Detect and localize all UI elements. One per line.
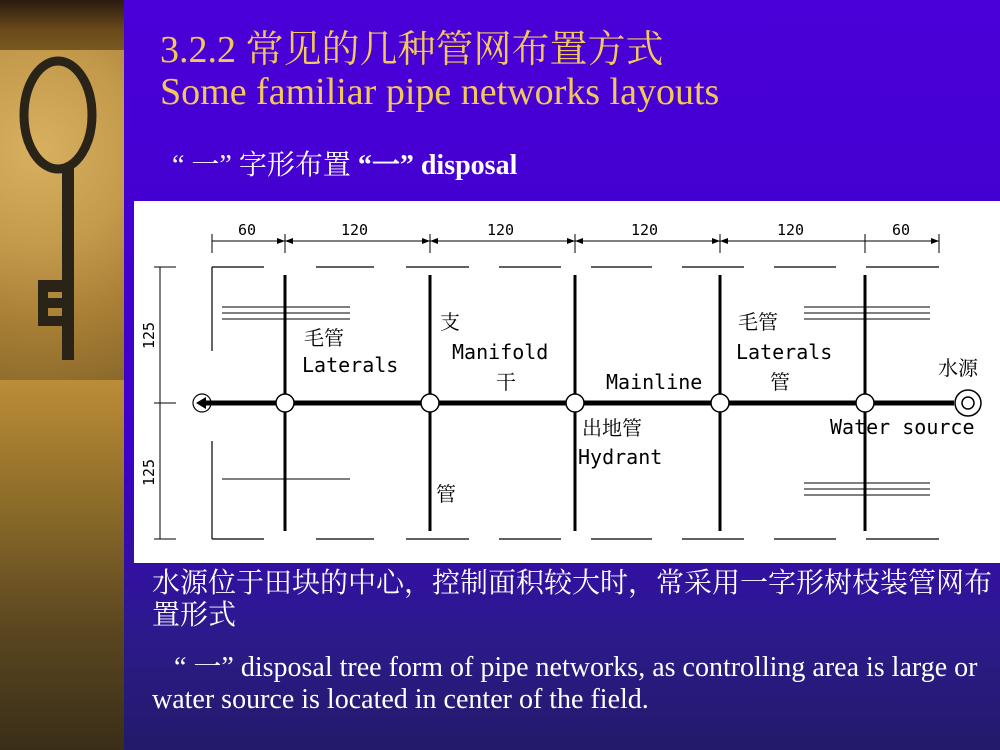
label-laterals-en-right: Laterals	[736, 340, 833, 364]
dim-left-2: 125	[140, 458, 158, 486]
dim-top-4: 120	[631, 221, 659, 239]
left-dimension-ticks	[154, 267, 176, 539]
key-photo	[0, 50, 124, 380]
subtitle-cn: “ 一” 字形布置	[172, 150, 358, 181]
label-mainline-cn: 干	[496, 370, 516, 394]
mainline-arrow	[196, 397, 206, 409]
label-hydrant-en: Hydrant	[578, 445, 663, 469]
pipe-network-diagram	[134, 201, 1000, 563]
dim-top-1: 60	[238, 221, 257, 239]
label-laterals-cn-right-bottom: 管	[770, 370, 790, 394]
dim-left-1: 125	[140, 321, 158, 349]
label-laterals-cn-right: 毛管	[738, 310, 778, 334]
dim-top-6: 60	[892, 221, 911, 239]
description-en: “ 一” disposal tree form of pipe networks, as controlling area is large or water source is located in center of the field.	[152, 652, 978, 715]
label-laterals-en-left: Laterals	[302, 353, 399, 377]
label-laterals-cn-left: 毛管	[304, 326, 344, 350]
dim-top-2: 120	[341, 221, 369, 239]
dim-top-3: 120	[487, 221, 515, 239]
label-manifold-cn-bottom: 管	[436, 482, 456, 506]
label-water-source-cn: 水源	[938, 356, 978, 380]
layout-diagram-svg	[134, 201, 1000, 563]
top-dimension-ticks	[212, 234, 939, 253]
description-cn: 水源位于田块的中心，控制面积较大时，常采用一字形树枝装管网布置形式	[152, 568, 993, 631]
label-hydrant-cn: 出地管	[582, 416, 642, 440]
slide-title-en: Some familiar pipe networks layouts	[160, 71, 720, 113]
water-source-inner	[962, 397, 974, 409]
subtitle-bold: “一” disposal	[357, 150, 518, 181]
key-illustration	[0, 50, 124, 380]
dim-top-5: 120	[777, 221, 805, 239]
label-water-source-en: Water source	[830, 415, 975, 439]
label-manifold-en: Manifold	[452, 340, 549, 364]
slide-subtitle	[172, 143, 517, 183]
slide-title-cn: 3.2.2 常见的几种管网布置方式	[160, 29, 664, 71]
label-manifold-cn-top: 支	[440, 310, 460, 334]
label-mainline-en: Mainline	[606, 370, 703, 394]
left-decorative-strip	[0, 0, 124, 750]
